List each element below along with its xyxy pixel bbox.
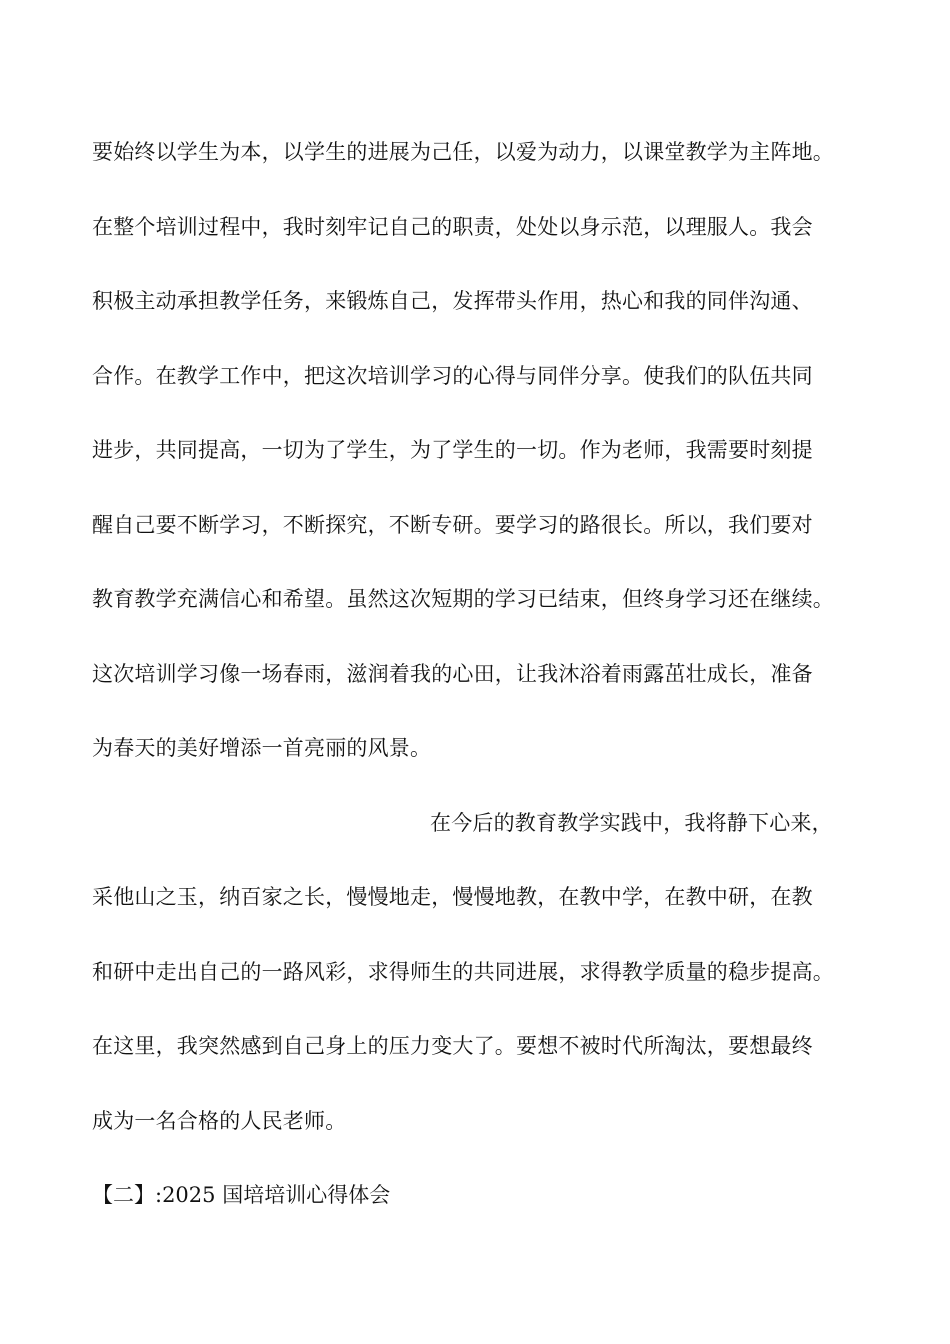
text-line: 积极主动承担教学任务，来锻炼自己，发挥带头作用，热心和我的同伴沟通、 [92, 289, 813, 313]
text-line-indented: 在今后的教育教学实践中，我将静下心来， [430, 810, 833, 835]
text-line: 采他山之玉，纳百家之长，慢慢地走，慢慢地教，在教中学，在教中研，在教 [92, 885, 813, 909]
text-line: 要始终以学生为本，以学生的进展为己任，以爱为动力，以课堂教学为主阵地。 [92, 140, 834, 164]
body-text [92, 132, 882, 1175]
text-line: 和研中走出自己的一路风彩，求得师生的共同进展，求得教学质量的稳步提高。 [92, 959, 834, 984]
paragraph-1 [92, 132, 882, 803]
text-line: 这次培训学习像一场春雨，滋润着我的心田，让我沐浴着雨露茁壮成长，准备 [92, 661, 813, 686]
text-line: 合作。在教学工作中，把这次培训学习的心得与同伴分享。使我们的队伍共同 [92, 363, 813, 388]
text-line: 醒自己要不断学习，不断探究，不断专研。要学习的路很长。所以，我们要对 [92, 512, 813, 537]
paragraph-2 [92, 803, 882, 1176]
text-line: 教育教学充满信心和希望。虽然这次短期的学习已结束，但终身学习还在继续。 [92, 587, 834, 611]
text-line: 进步，共同提高，一切为了学生，为了学生的一切。作为老师，我需要时刻提 [92, 438, 813, 462]
text-line: 成为一名合格的人民老师。 [92, 1108, 347, 1133]
text-line: 在这里，我突然感到自己身上的压力变大了。要想不被时代所淘汰，要想最终 [92, 1034, 813, 1058]
text-line: 在整个培训过程中，我时刻牢记自己的职责，处处以身示范，以理服人。我会 [92, 214, 813, 239]
section-heading: 【二】:2025 国培培训心得体会 [92, 1183, 391, 1207]
text-line: 为春天的美好增添一首亮丽的风景。 [92, 736, 432, 760]
